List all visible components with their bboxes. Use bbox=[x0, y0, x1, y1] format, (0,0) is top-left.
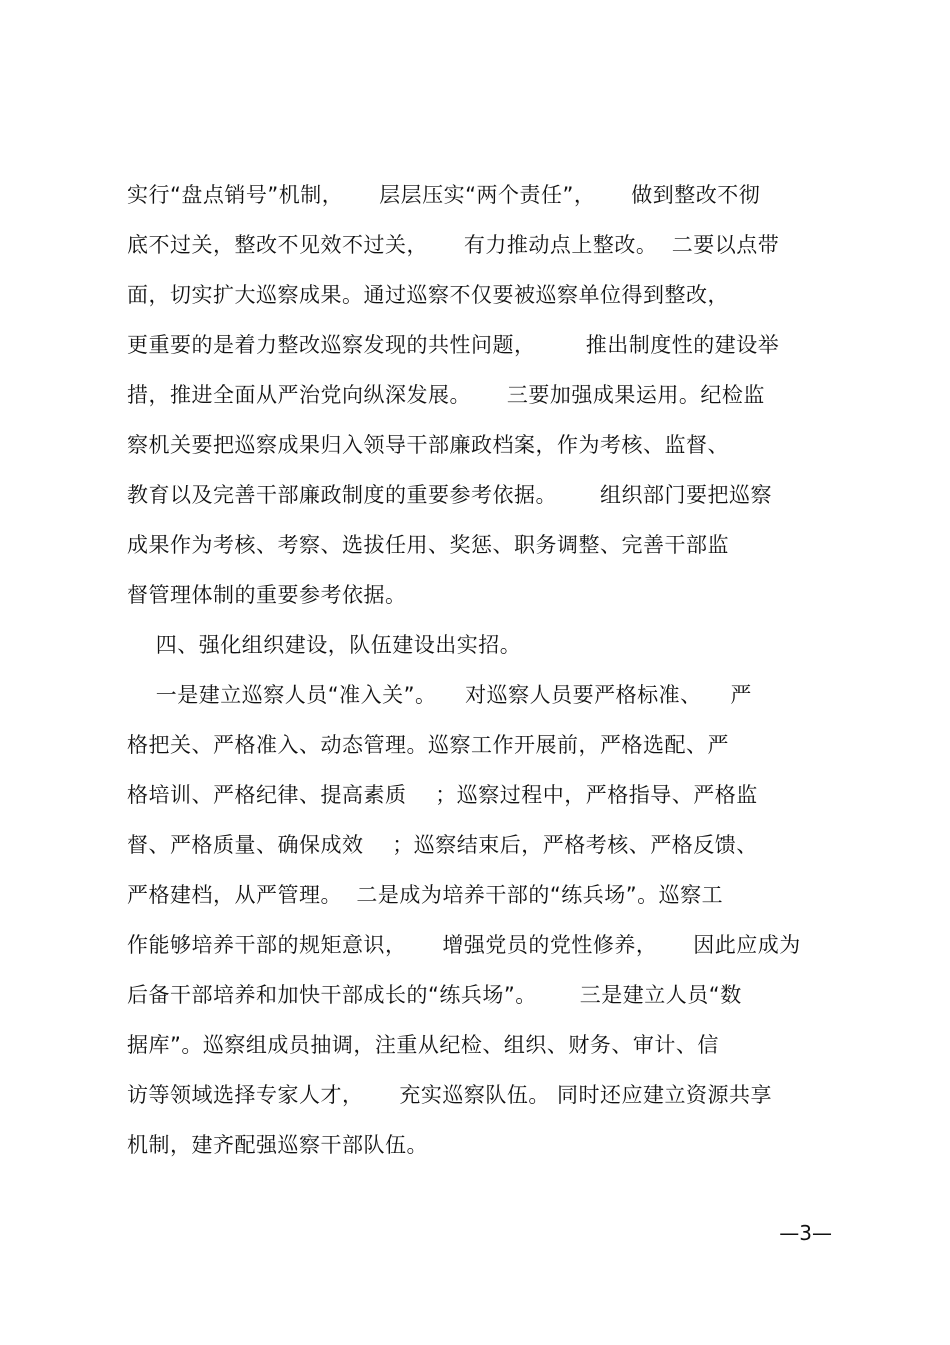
page-number: —3— bbox=[779, 1221, 832, 1245]
text-line: 面，切实扩大巡察成果。通过巡察不仅要被巡察单位得到整改， bbox=[127, 283, 729, 307]
text-line: 机制，建齐配强巡察干部队伍。 bbox=[127, 1133, 428, 1157]
text-line: 教育以及完善干部廉政制度的重要参考依据。 组织部门要把巡察 bbox=[127, 483, 773, 507]
text-line: 措，推进全面从严治党向纵深发展。 三要加强成果运用。纪检监 bbox=[127, 383, 765, 407]
text-line: 察机关要把巡察成果归入领导干部廉政档案，作为考核、监督、 bbox=[127, 433, 729, 457]
text-line: 实行“盘点销号”机制， 层层压实“两个责任”， 做到整改不彻 bbox=[127, 183, 761, 207]
section-heading: 四、强化组织建设，队伍建设出实招。 bbox=[127, 633, 522, 657]
text-line: 更重要的是着力整改巡察发现的共性问题， 推出制度性的建设举 bbox=[127, 333, 780, 357]
text-line: 督、严格质量、确保成效 ；巡察结束后，严格考核、严格反馈、 bbox=[127, 833, 758, 857]
text-line: 后备干部培养和加快干部成长的“练兵场”。 三是建立人员“数 bbox=[127, 983, 742, 1007]
body-text bbox=[127, 170, 827, 1170]
text-line: 作能够培养干部的规矩意识， 增强党员的党性修养， 因此应成为 bbox=[127, 933, 801, 957]
text-line: 一是建立巡察人员“准入关”。 对巡察人员要严格标准、 严 bbox=[127, 683, 752, 707]
text-line: 严格建档，从严管理。 二是成为培养干部的“练兵场”。巡察工 bbox=[127, 883, 724, 907]
text-line: 督管理体制的重要参考依据。 bbox=[127, 583, 407, 607]
text-line: 格培训、严格纪律、提高素质 ；巡察过程中，严格指导、严格监 bbox=[127, 783, 758, 807]
text-line: 据库”。巡察组成员抽调，注重从纪检、组织、财务、审计、信 bbox=[127, 1033, 719, 1057]
text-line: 格把关、严格准入、动态管理。巡察工作开展前，严格选配、严 bbox=[127, 733, 729, 757]
text-line: 成果作为考核、考察、选拔任用、奖惩、职务调整、完善干部监 bbox=[127, 533, 729, 557]
text-line: 访等领域选择专家人才， 充实巡察队伍。 同时还应建立资源共享 bbox=[127, 1083, 773, 1107]
text-line: 底不过关，整改不见效不过关， 有力推动点上整改。 二要以点带 bbox=[127, 233, 780, 257]
